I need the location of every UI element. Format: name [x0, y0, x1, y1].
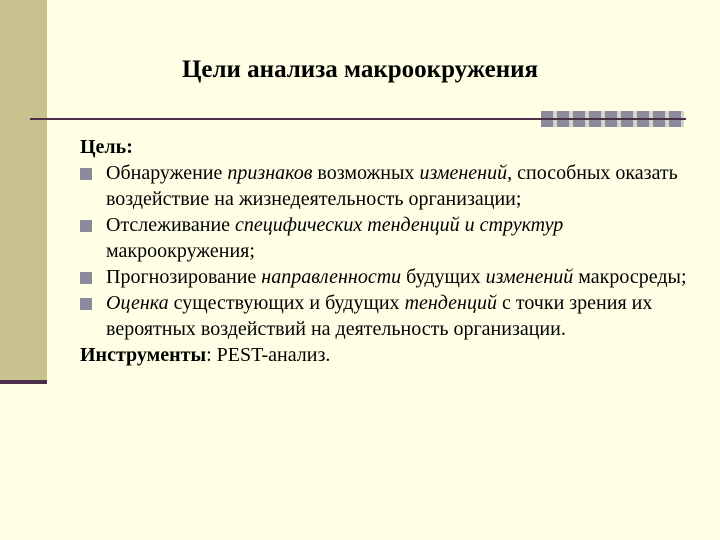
- goal-segment: изменений: [485, 266, 574, 288]
- square-bullet-icon: [80, 272, 92, 284]
- square-bullet-icon: [80, 298, 92, 310]
- goal-segment: изменений,: [419, 162, 513, 184]
- goal-segment: существующих и будущих: [168, 292, 405, 314]
- slide-title: Цели анализа макроокружения: [181, 56, 539, 83]
- left-decor-line: [0, 380, 47, 384]
- goal-segment: макросреды;: [573, 266, 687, 288]
- goal-segment: признаков: [227, 162, 313, 184]
- goal-segment: Отслеживание: [106, 214, 236, 236]
- goal-segment: будущих: [401, 266, 486, 288]
- goal-segment: тенденций: [404, 292, 497, 314]
- goal-segment: возможных: [312, 162, 420, 184]
- goal-heading: Цель:: [80, 136, 133, 158]
- goal-segment: Оценка: [106, 292, 169, 314]
- goal-item: [80, 212, 700, 264]
- goal-segment: Прогнозирование: [106, 266, 262, 288]
- goal-segment: макроокружения;: [106, 240, 255, 262]
- goal-segment: способных оказать воздействие на жизнедеятельность организации;: [106, 162, 678, 210]
- goal-segment: с точки зрения их вероятных воздействий на деятельность организации.: [106, 292, 653, 340]
- goal-segment: Обнаружение: [106, 162, 228, 184]
- goal-segment: специфических тенденций и структур: [235, 214, 564, 236]
- tools-line: [80, 342, 700, 368]
- square-bullet-icon: [80, 168, 92, 180]
- tools-value: : PEST-анализ.: [206, 344, 331, 366]
- square-bullet-icon: [80, 220, 92, 232]
- goal-segment: направленности: [261, 266, 402, 288]
- goal-item: [80, 264, 700, 290]
- tools-label: Инструменты: [80, 344, 207, 366]
- title-rule-pattern: [541, 111, 684, 127]
- goal-list: [80, 160, 700, 342]
- slide-content: [80, 134, 700, 368]
- goal-item: [80, 290, 700, 342]
- goal-item: [80, 160, 700, 212]
